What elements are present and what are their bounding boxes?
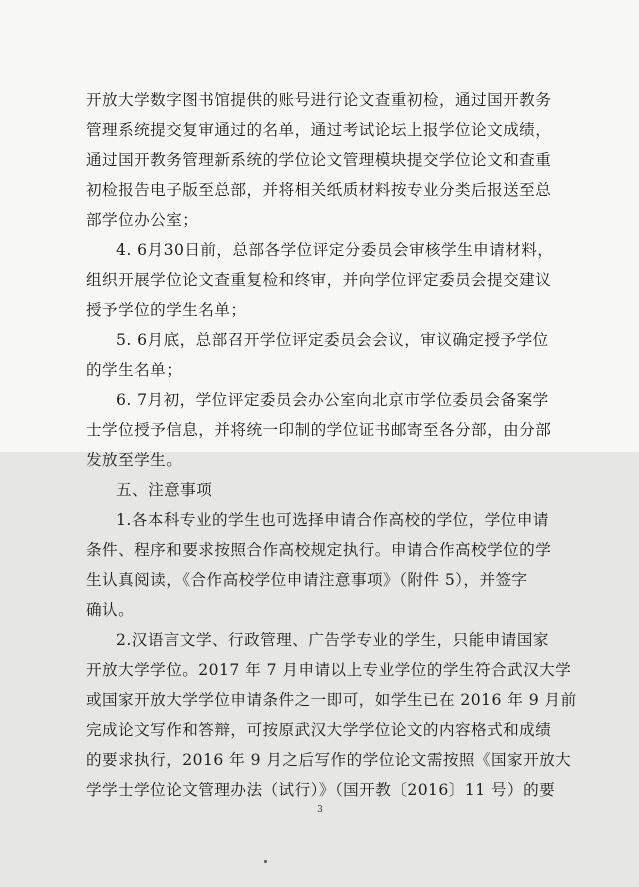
item-6-line: 6. 7月初，学位评定委员会办公室向北京市学位委员会备案学	[116, 391, 549, 409]
item-4-line: 授予学位的学生名单；	[86, 301, 247, 319]
paragraph-line: 初检报告电子版至总部，并将相关纸质材料按专业分类后报送至总	[86, 181, 552, 199]
paragraph-line: 开放大学数字图书馆提供的账号进行论文查重初检，通过国开教务	[86, 91, 552, 109]
note-1-line: 1.各本科专业的学生也可选择申请合作高校的学位，学位申请	[116, 511, 549, 529]
paragraph-line: 部学位办公室；	[86, 211, 199, 229]
item-5-line: 5. 6月底，总部召开学位评定委员会会议，审议确定授予学位	[116, 331, 549, 349]
note-2-line: 学学士学位论文管理办法（试行）》（国开教〔2016〕11 号）的要	[86, 781, 556, 799]
paragraph-line: 通过国开教务管理新系统的学位论文管理模块提交学位论文和查重	[86, 151, 552, 169]
note-2-line: 2.汉语言文学、行政管理、广告学专业的学生，只能申请国家	[116, 631, 549, 649]
item-4-line: 组织开展学位论文查重复检和终审，并向学位评定委员会提交建议	[86, 271, 552, 289]
section-heading: 五、注意事项	[116, 481, 213, 499]
page-number: 3	[317, 805, 323, 815]
item-4-line: 4. 6月30日前，总部各学位评定分委员会审核学生申请材料，	[116, 241, 554, 259]
note-1-line: 生认真阅读，《合作高校学位申请注意事项》（附件 5），并签字	[86, 571, 528, 589]
note-2-line: 的要求执行，2016 年 9 月之后写作的学位论文需按照《国家开放大	[86, 751, 572, 769]
item-6-line: 士学位授予信息，并将统一印制的学位证书邮寄至各分部，由分部	[86, 421, 552, 439]
item-6-line: 发放至学生。	[86, 451, 183, 469]
scan-speck	[264, 860, 267, 863]
item-5-line: 的学生名单；	[86, 361, 183, 379]
note-1-line: 条件、程序和要求按照合作高校规定执行。申请合作高校学位的学	[86, 541, 552, 559]
note-1-line: 确认。	[86, 601, 135, 619]
note-2-line: 或国家开放大学学位申请条件之一即可，如学生已在 2016 年 9 月前	[86, 691, 577, 709]
note-2-line: 完成论文写作和答辩，可按原武汉大学学位论文的内容格式和成绩	[86, 721, 552, 739]
paragraph-line: 管理系统提交复审通过的名单，通过考试论坛上报学位论文成绩，	[86, 121, 552, 139]
note-2-line: 开放大学学位。2017 年 7 月申请以上专业学位的学生符合武汉大学	[86, 661, 572, 679]
